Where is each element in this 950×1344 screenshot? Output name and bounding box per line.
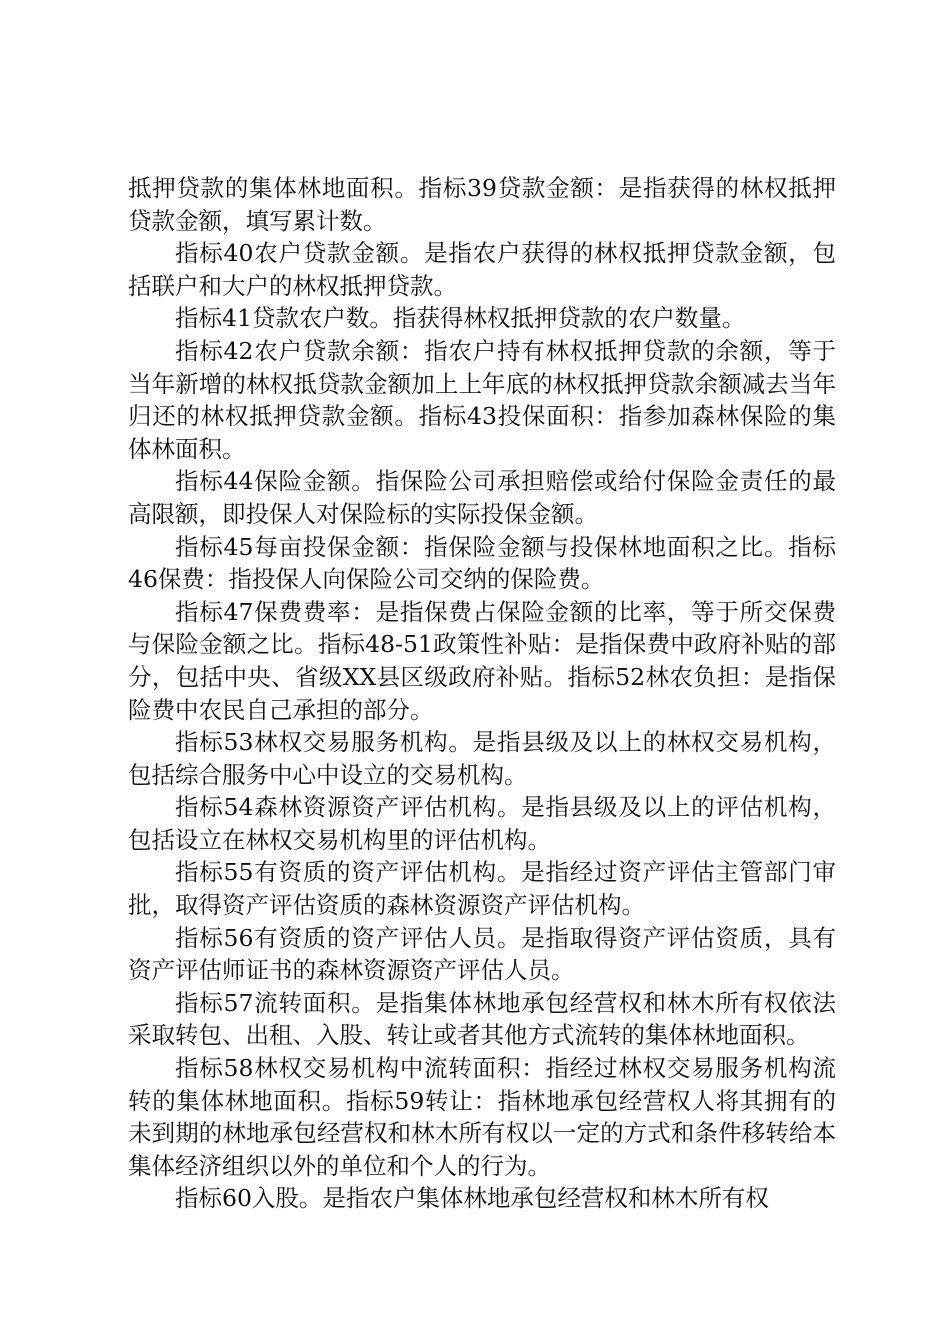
paragraph-5: 指标44保险金额。指保险公司承担赔偿或给付保险金责任的最高限额，即投保人对保险标的实际投保金额。: [128, 467, 836, 528]
paragraph-14: 指标60入股。是指农户集体林地承包经营权和林木所有权: [175, 1184, 769, 1213]
paragraph-8: 指标53林权交易服务机构。是指县级及以上的林权交易机构，包括综合服务中心中设立的交易机构。: [128, 728, 836, 789]
paragraph-11: 指标56有资质的资产评估人员。是指取得资产评估资质，具有资产评估师证书的森林资源资产评估人员。: [128, 923, 836, 985]
paragraph-3: 指标41贷款农户数。指获得林权抵押贷款的农户数量。: [175, 304, 746, 333]
paragraph-12: 指标57流转面积。是指集体林地承包经营权和林木所有权依法采取转包、出租、入股、转让或者其他方式流转的集体林地面积。: [128, 988, 836, 1050]
document-body: [128, 172, 836, 1215]
paragraph-9: 指标54森林资源资产评估机构。是指县级及以上的评估机构，包括设立在林权交易机构里的评估机构。: [128, 793, 836, 854]
paragraph-2: 指标40农户贷款金额。是指农户获得的林权抵押贷款金额，包括联户和大户的林权抵押贷款。: [128, 239, 836, 300]
paragraph-4: 指标42农户贷款余额：指农户持有林权抵押贷款的余额，等于当年新增的林权抵贷款金额加上上年底的林权抵押贷款余额减去当年归还的林权抵押贷款金额。指标43投保面积：指参加森林保险的集体林面积。: [128, 336, 836, 463]
paragraph-1: 抵押贷款的集体林地面积。指标39贷款金额：是指获得的林权抵押贷款金额，填写累计数。: [128, 174, 836, 235]
paragraph-6: 指标45每亩投保金额：指保险金额与投保林地面积之比。指标46保费：指投保人向保险公司交纳的保险费。: [128, 532, 836, 594]
paragraph-10: 指标55有资质的资产评估机构。是指经过资产评估主管部门审批，取得资产评估资质的森林资源资产评估机构。: [128, 858, 836, 920]
paragraph-13: 指标58林权交易机构中流转面积：指经过林权交易服务机构流转的集体林地面积。指标59转让：指林地承包经营权人将其拥有的未到期的林地承包经营权和林木所有权以一定的方式和条件移转给本集体经济组织以外的单位和个人的行为。: [128, 1054, 836, 1180]
paragraph-7: 指标47保费费率：是指保费占保险金额的比率，等于所交保费与保险金额之比。指标48-51政策性补贴：是指保费中政府补贴的部分，包括中央、省级XX县区级政府补贴。指标52林农负担：是指保险费中农民自己承担的部分。: [128, 597, 836, 724]
